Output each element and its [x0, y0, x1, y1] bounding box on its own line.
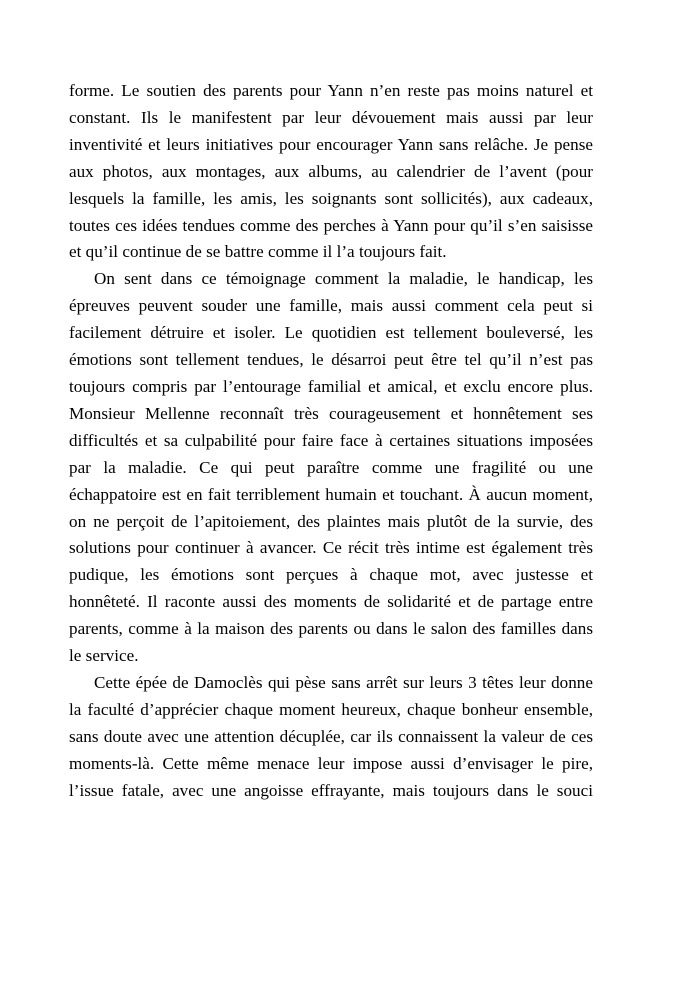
body-paragraph-1: forme. Le soutien des parents pour Yann n’en reste pas moins naturel et constant. Ils le manifestent par leur dévouement mais aussi par leur inventivité et leurs initiatives pour encourager Yann sans relâche. Je pense aux photos, aux montages, aux albums, au calendrier de l’avent (pour lesquels la famille, les amis, les soignants sont sollicités), aux cadeaux, toutes ces idées tendues comme des perches à Yann pour qu’il s’en saisisse et qu’il continue de se battre comme il l’a toujours fait. — [69, 81, 593, 262]
body-paragraph-3: Cette épée de Damoclès qui pèse sans arrêt sur leurs 3 têtes leur donne la faculté d’apprécier chaque moment heureux, chaque bonheur ensemble, sans doute avec une attention décuplée, car ils connaissent la valeur de ces moments-là. Cette même menace leur impose aussi d’envisager le pire, l’issue fatale, avec une angoisse effrayante, mais toujours dans le souci — [69, 672, 593, 800]
body-paragraph-2: On sent dans ce témoignage comment la maladie, le handicap, les épreuves peuvent souder une famille, mais aussi comment cela peut si facilement détruire et isoler. Le quotidien est tellement bouleversé, les émotions sont tellement tendues, le désarroi peut être tel qu’il n’est pas toujours compris par l’entourage familial et amical, et exclu encore plus. Monsieur Mellenne reconnaît très courageusement et honnêtement ses difficultés et sa culpabilité pour faire face à certaines situations imposées par la maladie. Ce qui peut paraître comme une fragilité ou une échappatoire est en fait terriblement humain et touchant. À aucun moment, on ne perçoit de l’apitoiement, des plaintes mais plutôt de la survie, des solutions pour continuer à avancer. Ce récit très intime est également très pudique, les émotions sont perçues à chaque mot, avec justesse et honnêteté. Il raconte aussi des moments de solidarité et de partage entre parents, comme à la maison des parents ou dans le salon des familles dans le service. — [69, 269, 593, 666]
page-text-block — [69, 78, 593, 804]
